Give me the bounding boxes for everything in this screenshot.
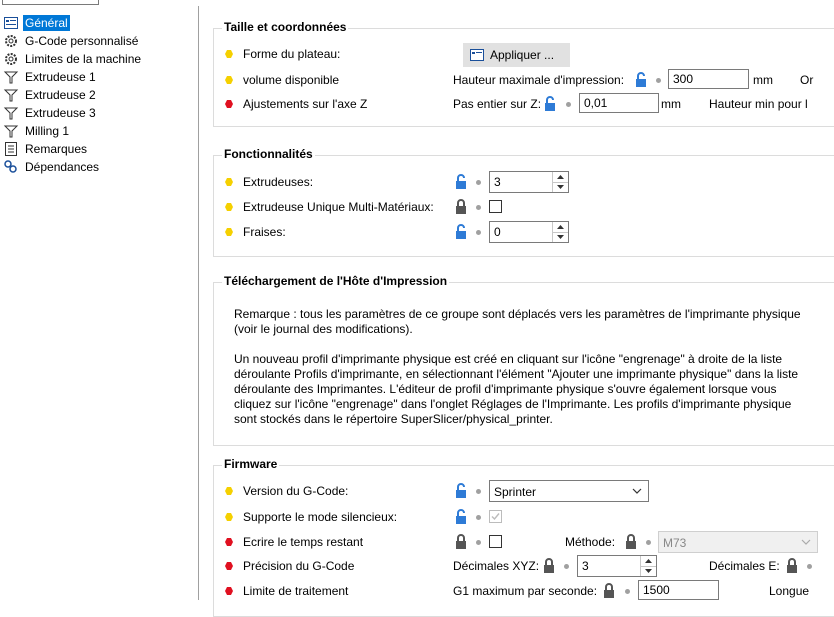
funnel-icon: [3, 87, 19, 103]
yellow-bullet-icon: [225, 513, 233, 521]
reset-dot-icon[interactable]: [476, 489, 481, 494]
reset-dot-icon[interactable]: [656, 78, 661, 83]
printer-settings-icon: [470, 49, 484, 61]
single-extruder-mm-checkbox[interactable]: [489, 200, 502, 213]
lock-icon[interactable]: [786, 558, 798, 574]
unlock-icon[interactable]: [455, 483, 467, 499]
reset-dot-icon[interactable]: [566, 102, 571, 107]
note-paragraph: Un nouveau profil d'imprimante physique est créé en cliquant sur l'icône "engrenage" à droite de la liste déroulante Profils d'imprimante, en sélectionnant l'élément "Ajouter une imprimante physique" dans la liste déroulante des Imprimantes. L'éditeur de profil d'imprimante physique s'ouvre également lorsque vous cliquez sur l'icône "engrenage" dans l'onglet Réglages de l'Imprimante. Les profils d'imprimante physique sont stockés dans le répertoire SuperSlicer/physical_printer.: [234, 352, 799, 426]
xyz-decimals-label: Décimales XYZ:: [453, 559, 540, 573]
sidebar-item-label: Dépendances: [25, 160, 100, 174]
select-value: M73: [663, 536, 687, 550]
spinner-value: 3: [582, 559, 589, 573]
group-title: Fonctionnalités: [224, 147, 313, 161]
unit-label: mm: [661, 97, 681, 111]
reset-dot-icon[interactable]: [476, 230, 481, 235]
silent-mode-label: Supporte le mode silencieux:: [243, 510, 398, 524]
reset-dot-icon[interactable]: [646, 540, 651, 545]
row-mills: [214, 221, 834, 243]
sidebar-item-label: Extrudeuse 3: [25, 106, 96, 120]
group-print-host-upload: [213, 274, 834, 446]
min-height-label: Hauteur min pour l: [709, 97, 808, 111]
gcode-flavor-select[interactable]: [489, 480, 649, 502]
z-step-input[interactable]: 0,01: [579, 93, 659, 113]
max-print-height-label: Hauteur maximale d'impression:: [453, 73, 625, 87]
mills-label: Fraises:: [243, 225, 286, 239]
truncated-label: Or: [800, 73, 814, 87]
silent-mode-checkbox[interactable]: [489, 510, 502, 523]
gcode-precision-label: Précision du G-Code: [243, 559, 355, 573]
reset-dot-icon[interactable]: [564, 564, 569, 569]
method-select[interactable]: [658, 531, 818, 553]
funnel-icon: [3, 105, 19, 121]
spin-down-icon[interactable]: [553, 182, 568, 192]
remaining-time-label: Ecrire le temps restant: [243, 535, 364, 549]
group-firmware: [213, 457, 834, 617]
available-volume-label: volume disponible: [243, 73, 340, 87]
single-extruder-mm-label: Extrudeuse Unique Multi-Matériaux:: [243, 200, 434, 214]
bed-shape-label: Forme du plateau:: [243, 47, 341, 61]
lock-icon[interactable]: [603, 583, 615, 599]
sidebar-item-label: Limites de la machine: [25, 52, 142, 66]
sidebar-item-label: Extrudeuse 2: [25, 88, 96, 102]
gear-icon: [3, 51, 19, 67]
row-available-volume: [214, 69, 834, 91]
funnel-icon: [3, 123, 19, 139]
sidebar-item-label: Milling 1: [25, 124, 70, 138]
xyz-decimals-spinner[interactable]: [577, 555, 657, 577]
row-gcode-flavor: [214, 480, 834, 502]
printer-settings-icon: [3, 15, 19, 31]
sidebar-item-milling-1[interactable]: [0, 122, 71, 140]
unlock-icon[interactable]: [455, 509, 467, 525]
row-remaining-time: [214, 531, 834, 553]
settings-sidebar: [0, 6, 199, 600]
row-single-extruder-mm: [214, 196, 834, 218]
red-bullet-icon: [225, 562, 233, 570]
apply-button[interactable]: [463, 43, 570, 67]
lock-icon[interactable]: [625, 534, 637, 550]
chevron-down-icon: [801, 536, 811, 548]
yellow-bullet-icon: [225, 76, 233, 84]
row-extruders: [214, 171, 834, 193]
method-label: Méthode:: [565, 535, 616, 549]
group-features: [213, 147, 834, 257]
spinner-value: 0: [494, 225, 501, 239]
yellow-bullet-icon: [225, 50, 233, 58]
max-print-height-input[interactable]: 300: [668, 69, 749, 89]
note-paragraph: Remarque : tous les paramètres de ce groupe sont déplacés vers les paramètres de l'imprimante physique (voir le journal des modifications).: [234, 307, 801, 336]
sidebar-item-extruder-2[interactable]: [0, 86, 98, 104]
settings-main: [199, 0, 814, 600]
lock-icon[interactable]: [455, 534, 467, 550]
spinner-value: 3: [494, 175, 501, 189]
row-silent-mode: [214, 506, 834, 528]
g1-max-input[interactable]: 1500: [638, 580, 719, 600]
gcode-flavor-label: Version du G-Code:: [243, 484, 349, 498]
sidebar-item-notes[interactable]: [0, 140, 89, 158]
row-processing-limit: [214, 580, 834, 602]
sidebar-item-dependencies[interactable]: [0, 158, 101, 176]
row-z-adjustments: [214, 93, 834, 115]
reset-dot-icon[interactable]: [807, 564, 812, 569]
reset-dot-icon[interactable]: [625, 589, 630, 594]
group-title: Firmware: [224, 457, 278, 471]
sidebar-item-extruder-3[interactable]: [0, 104, 98, 122]
apply-button-label: Appliquer ...: [490, 48, 555, 62]
group-title: Taille et coordonnées: [224, 20, 347, 34]
top-dropdown-remnant[interactable]: [2, 0, 99, 5]
sidebar-item-label: Général: [25, 16, 68, 30]
notes-icon: [3, 141, 19, 157]
unlock-icon[interactable]: [635, 72, 647, 88]
chevron-down-icon: [632, 485, 642, 497]
remaining-time-checkbox[interactable]: [489, 535, 502, 548]
z-adjustments-label: Ajustements sur l'axe Z: [243, 97, 368, 111]
reset-dot-icon[interactable]: [476, 515, 481, 520]
spin-down-icon[interactable]: [641, 566, 656, 576]
z-step-label: Pas entier sur Z:: [453, 97, 542, 111]
sidebar-item-general[interactable]: [0, 14, 70, 32]
g1-max-label: G1 maximum par seconde:: [453, 584, 598, 598]
red-bullet-icon: [225, 100, 233, 108]
extruders-label: Extrudeuses:: [243, 175, 314, 189]
select-value: Sprinter: [494, 485, 537, 499]
sidebar-item-label: G-Code personnalisé: [25, 34, 139, 48]
lock-icon[interactable]: [455, 199, 467, 215]
lock-icon[interactable]: [543, 558, 555, 574]
unlock-icon[interactable]: [544, 96, 556, 112]
checkmark-icon: [490, 511, 501, 522]
row-gcode-precision: [214, 555, 834, 577]
yellow-bullet-icon: [225, 178, 233, 186]
group-title: Téléchargement de l'Hôte d'Impression: [224, 274, 448, 288]
red-bullet-icon: [225, 538, 233, 546]
yellow-bullet-icon: [225, 228, 233, 236]
row-bed-shape: [214, 43, 834, 65]
sidebar-item-extruder-1[interactable]: [0, 68, 98, 86]
sidebar-item-machine-limits[interactable]: [0, 50, 143, 68]
group-size-coordinates: [213, 20, 834, 127]
gear-icon: [3, 33, 19, 49]
extruders-spinner[interactable]: [489, 171, 569, 193]
print-host-note: [234, 307, 814, 442]
funnel-icon: [3, 69, 19, 85]
sidebar-item-custom-gcode[interactable]: [0, 32, 140, 50]
length-label: Longue: [769, 584, 810, 598]
reset-dot-icon[interactable]: [476, 180, 481, 185]
spin-down-icon[interactable]: [553, 232, 568, 242]
sidebar-item-label: Extrudeuse 1: [25, 70, 96, 84]
reset-dot-icon[interactable]: [476, 205, 481, 210]
unlock-icon[interactable]: [455, 224, 467, 240]
e-decimals-label: Décimales E:: [709, 559, 780, 573]
dependencies-icon: [3, 159, 19, 175]
red-bullet-icon: [225, 587, 233, 595]
processing-limit-label: Limite de traitement: [243, 584, 349, 598]
reset-dot-icon[interactable]: [476, 540, 481, 545]
sidebar-item-label: Remarques: [25, 142, 88, 156]
mills-spinner[interactable]: [489, 221, 569, 243]
unit-label: mm: [753, 73, 773, 87]
yellow-bullet-icon: [225, 487, 233, 495]
yellow-bullet-icon: [225, 203, 233, 211]
unlock-icon[interactable]: [455, 174, 467, 190]
